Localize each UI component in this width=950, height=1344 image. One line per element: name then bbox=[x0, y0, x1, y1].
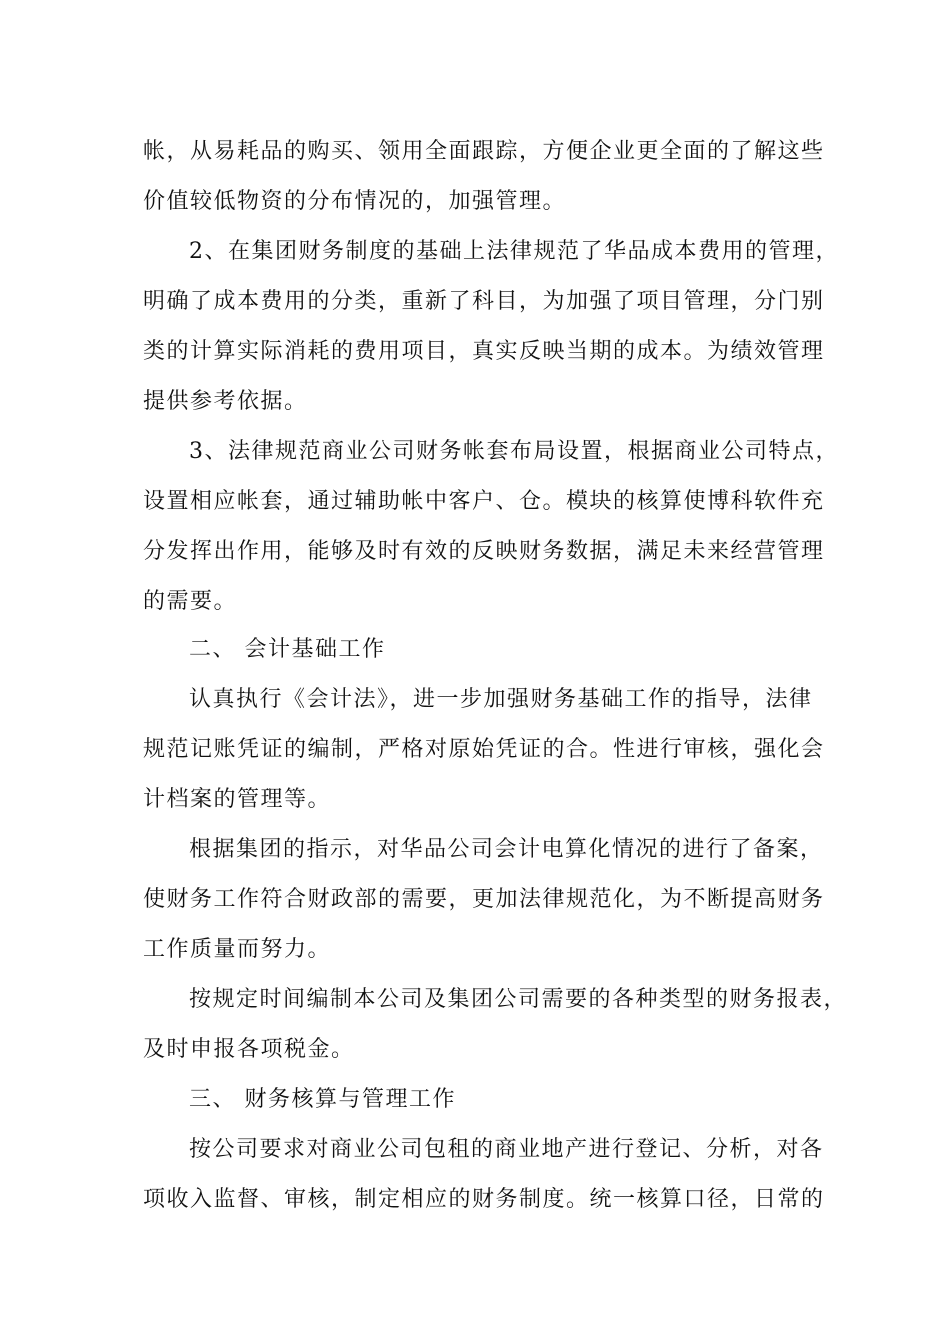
paragraph-line: 使财务工作符合财政部的需要，更加法律规范化，为不断提高财务 bbox=[143, 887, 825, 912]
paragraph-line: 的需要。 bbox=[143, 589, 238, 614]
paragraph-line: 明确了成本费用的分类，重新了科目，为加强了项目管理，分门别 bbox=[143, 289, 825, 314]
paragraph-line: 设置相应帐套，通过辅助帐中客户、仓。模块的核算使博科软件充 bbox=[143, 489, 825, 514]
section-heading: 二、 会计基础工作 bbox=[189, 637, 386, 662]
paragraph-line: 根据集团的指示，对华品公司会计电算化情况的进行了备案， bbox=[189, 837, 824, 862]
paragraph-line: 计档案的管理等。 bbox=[143, 787, 332, 812]
paragraph-line: 分发挥出作用，能够及时有效的反映财务数据，满足未来经营管理 bbox=[143, 539, 825, 564]
paragraph-line: 类的计算实际消耗的费用项目，真实反映当期的成本。为绩效管理 bbox=[143, 339, 825, 364]
paragraph-line: 价值较低物资的分布情况的，加强管理。 bbox=[143, 189, 567, 214]
paragraph-line: 帐，从易耗品的购买、领用全面跟踪，方便企业更全面的了解这些 bbox=[143, 139, 825, 164]
paragraph-line: 规范记账凭证的编制，严格对原始凭证的合。性进行审核，强化会 bbox=[143, 737, 825, 762]
paragraph-line: 按规定时间编制本公司及集团公司需要的各种类型的财务报表， bbox=[189, 987, 848, 1012]
paragraph-line: 3、法律规范商业公司财务帐套布局设置，根据商业公司特点， bbox=[189, 439, 839, 464]
paragraph-line: 按公司要求对商业公司包租的商业地产进行登记、分析，对各 bbox=[189, 1137, 824, 1162]
paragraph-line: 2、在集团财务制度的基础上法律规范了华品成本费用的管理， bbox=[189, 239, 839, 264]
paragraph-line: 及时申报各项税金。 bbox=[143, 1037, 355, 1062]
paragraph-line: 提供参考依据。 bbox=[143, 389, 308, 414]
section-heading: 三、 财务核算与管理工作 bbox=[189, 1087, 456, 1112]
paragraph-line: 认真执行《会计法》，进一步加强财务基础工作的指导，法律 bbox=[189, 687, 813, 712]
paragraph-line: 工作质量而努力。 bbox=[143, 937, 332, 962]
paragraph-line: 项收入监督、审核，制定相应的财务制度。统一核算口径，日常的 bbox=[143, 1187, 825, 1212]
